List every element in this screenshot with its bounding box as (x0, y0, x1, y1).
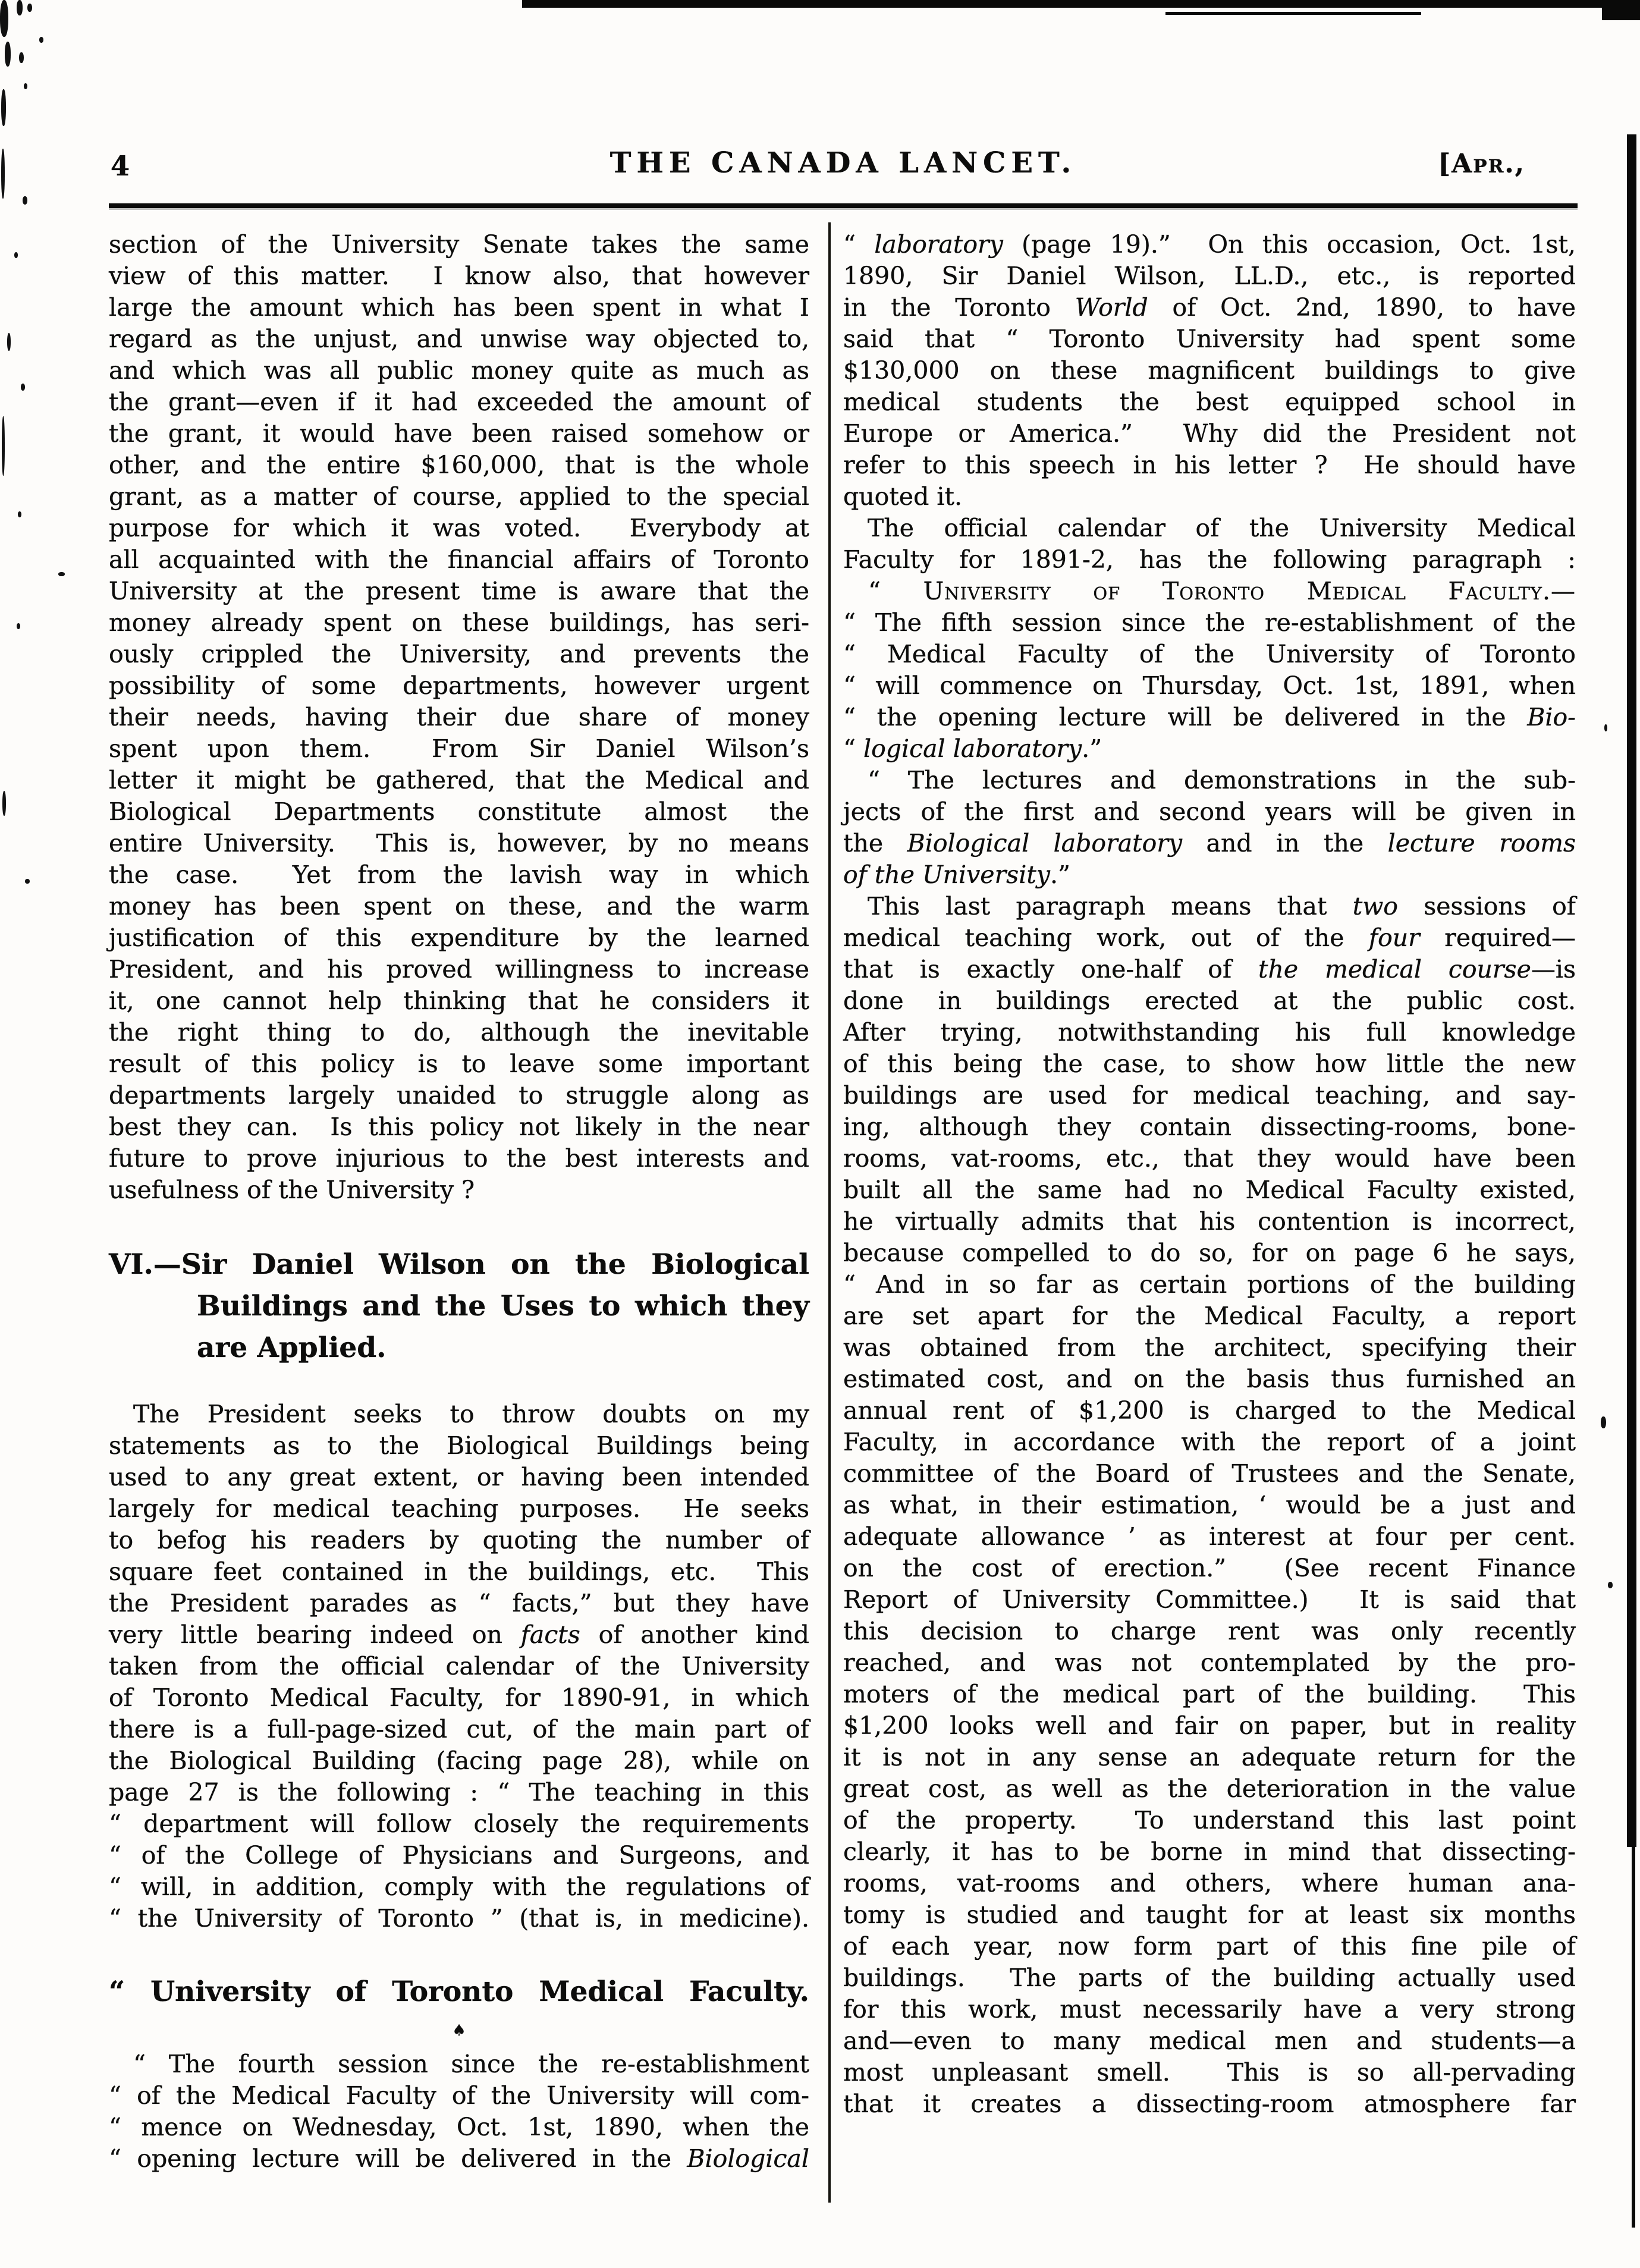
text-line: medical teaching work, out of the four required— (843, 923, 1576, 952)
text-line: built all the same had no Medical Faculty existed, (843, 1176, 1576, 1204)
text-line: the Biological laboratory and in the lecture rooms (843, 829, 1576, 857)
text-line: Faculty, in accordance with the report of a joint (843, 1428, 1576, 1456)
text-line: This last paragraph means that two sessions of (843, 892, 1576, 921)
text-line: President, and his proved willingness to increase (109, 955, 809, 984)
text-line: money already spent on these buildings, has seri- (109, 608, 809, 637)
text-line: ♠ (452, 2022, 466, 2040)
text-line: of the property. To understand this last point (843, 1806, 1576, 1834)
text-line: taken from the official calendar of the University (109, 1652, 809, 1680)
text-line: “ Medical Faculty of the University of Toronto (843, 640, 1576, 668)
text-line: the grant, it would have been raised somehow or (109, 419, 809, 448)
scan-edge-artifact-top (1165, 12, 1421, 15)
text-line: committee of the Board of Trustees and the Senate, (843, 1459, 1576, 1488)
text-line: he virtually admits that his contention is incorrect, (843, 1207, 1576, 1236)
text-line: grant, as a matter of course, applied to the special (109, 482, 809, 511)
text-line: Report of University Committee.) It is said that (843, 1585, 1576, 1614)
text-line: “ of the Medical Faculty of the University will com- (109, 2081, 809, 2110)
scan-noise-speck (23, 196, 27, 205)
text-line: square feet contained in the buildings, etc. This (109, 1557, 809, 1586)
text-line: “ University of Toronto Medical Faculty.— (843, 577, 1576, 605)
text-line: The President seeks to throw doubts on my (109, 1400, 809, 1428)
scan-noise-speck (1601, 1416, 1606, 1428)
left-column (109, 229, 809, 2175)
text-line: clearly, it has to be borne in mind that dissecting- (843, 1837, 1576, 1866)
text-line: medical students the best equipped school in (843, 388, 1576, 416)
text-line: departments largely unaided to struggle along as (109, 1081, 809, 1110)
text-line: future to prove injurious to the best interests and (109, 1144, 809, 1173)
scan-noise-speck (2, 791, 6, 816)
scan-noise-speck (17, 623, 20, 629)
text-line: justification of this expenditure by the learned (109, 923, 809, 952)
text-line: because compelled to do so, for on page 6 he says, (843, 1239, 1576, 1267)
text-line: of Toronto Medical Faculty, for 1890-91, in which (109, 1683, 809, 1712)
scan-noise-speck (1604, 724, 1607, 731)
text-line: ously crippled the University, and prevents the (109, 640, 809, 668)
text-line: 1890, Sir Daniel Wilson, LL.D., etc., is reported (843, 262, 1576, 290)
text-line: adequate allowance ’ as interest at four per cent. (843, 1522, 1576, 1551)
text-line: in the Toronto World of Oct. 2nd, 1890, to have (843, 293, 1576, 322)
text-line: letter it might be gathered, that the Medical and (109, 766, 809, 794)
issue-date: [Apr., (1438, 149, 1525, 179)
scan-noise-speck (7, 333, 11, 351)
scan-noise-speck (18, 511, 21, 517)
scan-noise-speck (25, 879, 30, 884)
text-line: moters of the medical part of the building. This (843, 1680, 1576, 1708)
text-line: are set apart for the Medical Faculty, a report (843, 1302, 1576, 1330)
text-line: “ the University of Toronto ” (that is, in medicine). (109, 1904, 809, 1933)
text-line: spent upon them. From Sir Daniel Wilson’s (109, 734, 809, 763)
text-line: and—even to many medical men and students—a (843, 2027, 1576, 2055)
text-line: annual rent of $1,200 is charged to the Medical (843, 1396, 1576, 1425)
text-line: best they can. Is this policy not likely in the near (109, 1113, 809, 1141)
text-line: “ And in so far as certain portions of the building (843, 1270, 1576, 1299)
text-line: “ laboratory (page 19).” On this occasion, Oct. 1st, (843, 230, 1576, 259)
scan-edge-artifact-top (522, 0, 1640, 8)
text-line: other, and the entire $160,000, that is the whole (109, 451, 809, 479)
text-line: to befog his readers by quoting the number of (109, 1526, 809, 1554)
text-line: “ of the College of Physicians and Surgeons, and (109, 1841, 809, 1870)
text-line: After trying, notwithstanding his full knowledge (843, 1018, 1576, 1047)
right-column (843, 229, 1576, 2120)
scan-edge-artifact-right (1627, 134, 1636, 1847)
text-line: of the University.” (843, 860, 1070, 889)
text-line: Faculty for 1891-2, has the following paragraph : (843, 545, 1576, 574)
text-line: “ department will follow closely the requirements (109, 1810, 809, 1838)
text-line: money has been spent on these, and the warm (109, 892, 809, 921)
text-line: that it creates a dissecting-room atmosphere far (843, 2090, 1576, 2118)
text-line: done in buildings erected at the public cost. (843, 987, 1576, 1015)
text-line: for this work, must necessarily have a very strong (843, 1995, 1576, 2024)
scan-edge-artifact-right (1632, 1847, 1635, 2228)
text-line: statements as to the Biological Buildings being (109, 1431, 809, 1460)
text-line: “ The lectures and demonstrations in the sub- (843, 766, 1576, 794)
text-line: it, one cannot help thinking that he considers it (109, 987, 809, 1015)
text-line: view of this matter. I know also, that however (109, 262, 809, 290)
text-line: Biological Departments constitute almost the (109, 797, 809, 826)
text-line: largely for medical teaching purposes. He seeks (109, 1494, 809, 1523)
text-line: buildings are used for medical teaching, and say- (843, 1081, 1576, 1110)
scan-noise-speck (19, 52, 24, 63)
text-line: jects of the first and second years will be given in (843, 797, 1576, 826)
text-line: very little bearing indeed on facts of another kind (109, 1620, 809, 1649)
text-line: regard as the unjust, and unwise way objected to, (109, 325, 809, 353)
text-line: as what, in their estimation, ‘ would be a just and (843, 1491, 1576, 1519)
scan-noise-speck (58, 572, 65, 576)
scan-noise-speck (2, 416, 5, 476)
text-line: section of the University Senate takes the same (109, 230, 809, 259)
text-line: The official calendar of the University Medical (843, 514, 1576, 542)
text-line: large the amount which has been spent in what I (109, 293, 809, 322)
text-line: the President parades as “ facts,” but they have (109, 1589, 809, 1617)
column-divider-rule (828, 222, 831, 2203)
scan-noise-speck (1608, 1582, 1613, 1588)
text-line: entire University. This is, however, by no means (109, 829, 809, 857)
text-line: that is exactly one-half of the medical course—is (843, 955, 1576, 984)
text-line: usefulness of the University ? (109, 1176, 475, 1204)
text-line: it is not in any sense an adequate return for the (843, 1743, 1576, 1771)
scan-noise-speck (27, 4, 32, 12)
text-line: “ University of Toronto Medical Faculty. (109, 1975, 809, 2008)
text-line: refer to this speech in his letter ? He should have (843, 451, 1576, 479)
text-line: great cost, as well as the deterioration in the value (843, 1774, 1576, 1803)
text-line: rooms, vat-rooms, etc., that they would have been (843, 1144, 1576, 1173)
page-number: 4 (111, 150, 130, 182)
scan-noise-speck (5, 42, 11, 67)
scan-noise-speck (0, 0, 8, 37)
text-line: there is a full-page-sized cut, of the main part of (109, 1715, 809, 1744)
text-line: reached, and was not contemplated by the pro- (843, 1648, 1576, 1677)
text-line: rooms, vat-rooms and others, where human ana- (843, 1869, 1576, 1898)
text-line: the right thing to do, although the inevitable (109, 1018, 809, 1047)
text-line: quoted it. (843, 482, 962, 511)
header-rule (109, 203, 1578, 208)
text-line: their needs, having their due share of money (109, 703, 809, 731)
text-line: the grant—even if it had exceeded the amount of (109, 388, 809, 416)
text-line: “ opening lecture will be delivered in the Biological (109, 2144, 809, 2173)
text-line: VI.—Sir Daniel Wilson on the Biological (109, 1248, 809, 1281)
text-line: of this being the case, to show how little the new (843, 1050, 1576, 1078)
text-line: “ The fourth session since the re-establishment (109, 2050, 809, 2078)
text-line: all acquainted with the financial affairs of Toronto (109, 545, 809, 574)
text-line: result of this policy is to leave some important (109, 1050, 809, 1078)
text-line: on the cost of erection.” (See recent Finance (843, 1554, 1576, 1582)
text-line: this decision to charge rent was only recently (843, 1617, 1576, 1645)
scan-noise-speck (24, 83, 27, 89)
journal-title: THE CANADA LANCET. (609, 146, 1077, 180)
scan-noise-speck (17, 0, 23, 15)
scan-noise-speck (1, 89, 6, 126)
text-line: Europe or America.” Why did the President not (843, 419, 1576, 448)
text-line: estimated cost, and on the basis thus furnished an (843, 1365, 1576, 1393)
scan-noise-speck (21, 384, 25, 391)
text-line: “ will, in addition, comply with the regulations of (109, 1873, 809, 1901)
text-line: tomy is studied and taught for at least six months (843, 1901, 1576, 1929)
text-line: said that “ Toronto University had spent some (843, 325, 1576, 353)
text-line: “ logical laboratory.” (843, 734, 1102, 763)
scan-noise-speck (39, 37, 43, 43)
text-line: ing, although they contain dissecting-rooms, bone- (843, 1113, 1576, 1141)
text-line: “ mence on Wednesday, Oct. 1st, 1890, when the (109, 2113, 809, 2141)
text-line: $130,000 on these magnificent buildings to give (843, 356, 1576, 385)
text-line: the Biological Building (facing page 28), while on (109, 1746, 809, 1775)
text-line: University at the present time is aware that the (109, 577, 809, 605)
text-line: $1,200 looks well and fair on paper, but in reality (843, 1711, 1576, 1740)
text-line: purpose for which it was voted. Everybody at (109, 514, 809, 542)
text-line: and which was all public money quite as much as (109, 356, 809, 385)
text-line: possibility of some departments, however urgent (109, 671, 809, 700)
text-line: are Applied. (197, 1331, 387, 1364)
text-line: “ will commence on Thursday, Oct. 1st, 1891, when (843, 671, 1576, 700)
text-line: used to any great extent, or having been intended (109, 1463, 809, 1491)
text-line: page 27 is the following : “ The teaching in this (109, 1778, 809, 1807)
text-line: of each year, now form part of this fine pile of (843, 1932, 1576, 1961)
text-line: “ the opening lecture will be delivered in the Bio- (843, 703, 1576, 731)
scan-edge-artifact-top (1602, 0, 1640, 20)
scan-noise-speck (14, 252, 18, 258)
text-line: “ The fifth session since the re-establishment of the (843, 608, 1576, 637)
text-line: Buildings and the Uses to which they (197, 1290, 809, 1323)
text-line: the case. Yet from the lavish way in which (109, 860, 809, 889)
text-line: was obtained from the architect, specifying their (843, 1333, 1576, 1362)
scan-noise-speck (1, 149, 5, 199)
text-line: buildings. The parts of the building actually used (843, 1964, 1576, 1992)
text-line: most unpleasant smell. This is so all-pervading (843, 2058, 1576, 2087)
